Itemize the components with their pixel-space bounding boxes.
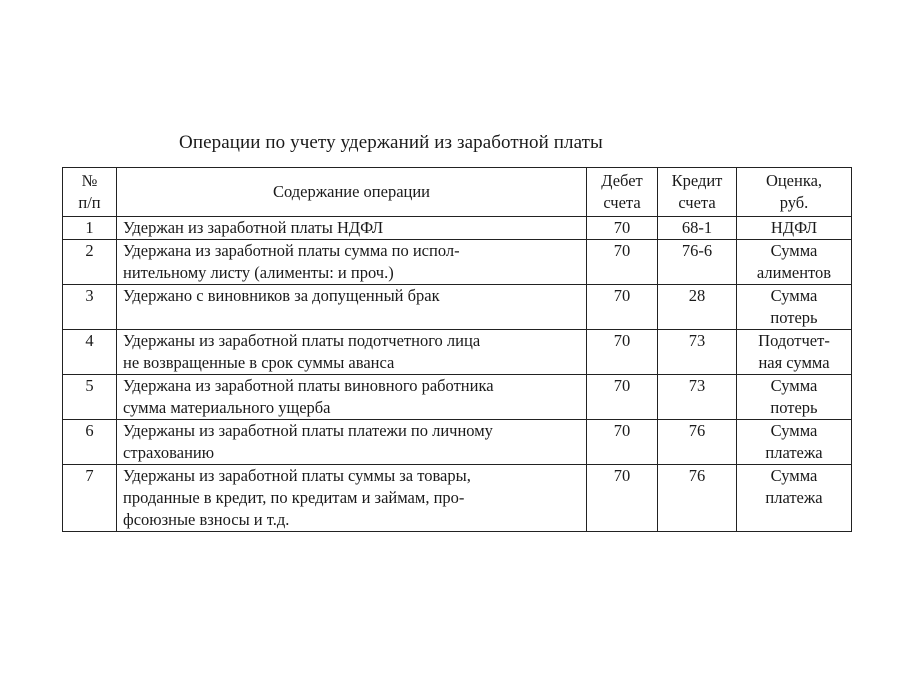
row-content-line: проданные в кредит, по кредитам и займам, про- (123, 488, 465, 507)
row-number: 3 (63, 285, 117, 330)
table-row (63, 375, 852, 420)
row-estimate-line: алиментов (756, 263, 832, 282)
row-number: 7 (63, 465, 117, 532)
row-estimate-line: потерь (770, 308, 818, 327)
header-num-line: п/п (78, 193, 101, 212)
row-debit: 70 (587, 420, 658, 465)
row-estimate-line: Сумма (770, 466, 818, 485)
table-row (63, 217, 852, 240)
header-credit-line: Кредит (671, 171, 723, 190)
row-content (117, 240, 587, 285)
row-number: 2 (63, 240, 117, 285)
row-estimate-line: ная сумма (758, 353, 830, 372)
document-title: Операции по учету удержаний из заработной платы (179, 132, 603, 153)
row-number: 5 (63, 375, 117, 420)
row-content (117, 465, 587, 532)
row-estimate-line: потерь (770, 398, 818, 417)
row-estimate-line: платежа (765, 488, 823, 507)
header-content (117, 168, 587, 217)
row-content-line: Удержана из заработной платы сумма по испол- (123, 241, 460, 260)
row-content-line: Удержана из заработной платы виновного работника (123, 376, 494, 395)
row-credit: 73 (658, 375, 737, 420)
row-content (117, 217, 587, 240)
row-content-line: Удержан из заработной платы НДФЛ (123, 218, 384, 237)
row-content-line: сумма материального ущерба (123, 398, 331, 417)
row-content-line: Удержаны из заработной платы платежи по личному (123, 421, 493, 440)
row-content (117, 420, 587, 465)
row-content-line: не возвращенные в срок суммы аванса (123, 353, 395, 372)
row-estimate-line: платежа (765, 443, 823, 462)
row-debit: 70 (587, 217, 658, 240)
table-row (63, 285, 852, 330)
header-debit-line: счета (603, 193, 641, 212)
row-debit: 70 (587, 465, 658, 532)
row-estimate-line: Сумма (770, 376, 818, 395)
row-content-line: страхованию (123, 443, 215, 462)
row-credit: 76-6 (658, 240, 737, 285)
row-estimate-line: Сумма (770, 286, 818, 305)
row-estimate (737, 285, 852, 330)
row-estimate (737, 375, 852, 420)
row-estimate-line: Сумма (770, 241, 818, 260)
row-credit: 76 (658, 420, 737, 465)
table-header-row (63, 168, 852, 217)
header-debit (587, 168, 658, 217)
row-content-line: Удержаны из заработной платы подотчетного лица (123, 331, 481, 350)
row-credit: 73 (658, 330, 737, 375)
table-row (63, 240, 852, 285)
row-debit: 70 (587, 240, 658, 285)
row-credit: 28 (658, 285, 737, 330)
row-number: 1 (63, 217, 117, 240)
row-content (117, 375, 587, 420)
table-row (63, 330, 852, 375)
table-row (63, 465, 852, 532)
row-debit: 70 (587, 330, 658, 375)
row-content (117, 330, 587, 375)
header-estimate-line: руб. (779, 193, 809, 212)
row-number: 6 (63, 420, 117, 465)
row-content (117, 285, 587, 330)
row-debit: 70 (587, 375, 658, 420)
row-estimate (737, 420, 852, 465)
row-estimate (737, 217, 852, 240)
row-estimate (737, 465, 852, 532)
header-estimate-line: Оценка, (765, 171, 823, 190)
header-content-line: Содержание операции (272, 182, 431, 201)
row-content-line: Удержаны из заработной платы суммы за товары, (123, 466, 471, 485)
row-estimate (737, 330, 852, 375)
header-debit-line: Дебет (601, 171, 643, 190)
row-estimate (737, 240, 852, 285)
row-content-line: фсоюзные взносы и т.д. (123, 510, 290, 529)
operations-table (62, 167, 852, 532)
row-credit: 68-1 (658, 217, 737, 240)
header-credit (658, 168, 737, 217)
row-content-line: Удержано с виновников за допущенный брак (123, 286, 440, 305)
row-credit: 76 (658, 465, 737, 532)
row-estimate-line: Подотчет- (758, 331, 830, 350)
header-num-line: № (81, 171, 98, 190)
row-estimate-line: НДФЛ (770, 218, 818, 237)
row-estimate-line: Сумма (770, 421, 818, 440)
header-num (63, 168, 117, 217)
row-content-line: нительному листу (алименты: и проч.) (123, 263, 394, 282)
row-debit: 70 (587, 285, 658, 330)
header-credit-line: счета (678, 193, 716, 212)
row-number: 4 (63, 330, 117, 375)
table-row (63, 420, 852, 465)
header-estimate (737, 168, 852, 217)
